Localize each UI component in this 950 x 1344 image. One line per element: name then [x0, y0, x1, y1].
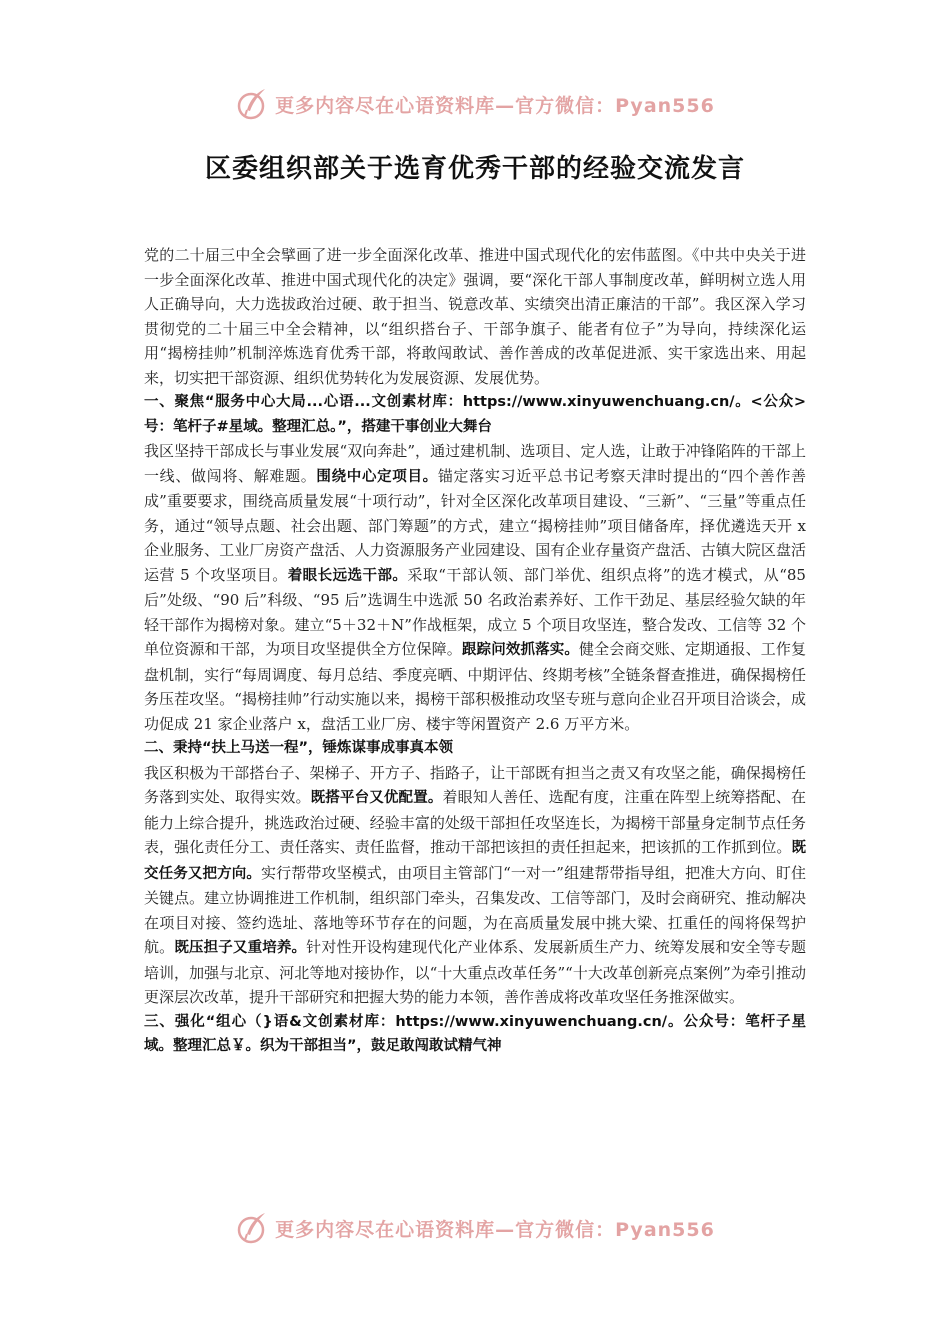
banner-text: 更多内容尽在心语资料库—官方微信：Pyan556	[275, 1218, 715, 1241]
section-2-text-1: 着眼知人善任、选配有度，注重在阵型上统筹搭配、在能力上综合提升，挑选政治过硬、经验丰富的处级干部担任攻坚连长，为揭榜干部量身定制节点任务表，强化责任分工、责任落实、责任监督，推动干部把该担的责任担起来，把该抓的工作抓到位。	[144, 788, 806, 856]
section-2-text-2: 实行帮带攻坚模式，由项目主管部门“一对一”组建帮带指导组，把准大方向、盯住关键点。建立协调推进工作机制，组织部门牵头，召集发改、工信等部门，及时会商研究、推动解决在项目对接、签约选址、落地等环节存在的问题，为在高质量发展中挑大梁、扛重任的闯将保驾护航。	[144, 863, 806, 956]
quill-logo-icon	[235, 1210, 271, 1246]
intro-paragraph: 党的二十届三中全会擘画了进一步全面深化改革、推进中国式现代化的宏伟蓝图。《中共中央关于进一步全面深化改革、推进中国式现代化的决定》强调，要“深化干部人事制度改革，鲜明树立选人用人正确导向，大力选拔政治过硬、敢于担当、锐意改革、实绩突出清正廉洁的干部”。我区深入学习贯彻党的二十届三中全会精神，以“组织搭台子、干部争旗子、能者有位子”为导向，持续深化运用“揭榜挂帅”机制淬炼选育优秀干部，将敢闯敢试、善作善成的改革促进派、实干家选出来、用起来，切实把干部资源、组织优势转化为发展资源、发展优势。	[144, 246, 806, 387]
document-body	[144, 243, 806, 1059]
section-1-text-1: 锚定落实习近平总书记考察天津时提出的“四个善作善成”重要要求，围绕高质量发展“十项行动”，针对全区深化改革项目建设、“三新”、“三量”等重点任务，通过“领导点题、社会出题、部门筹题”的方式，建立“揭榜挂帅”项目储备库，择优遴选天开 x 企业服务、工业厂房资产盘活、人力资源服务产业园建设、国有企业存量资产盘活、古镇大院区盘活运营 5 个攻坚项目。	[144, 466, 807, 584]
section-2-heading: 二、秉持“扶上马送一程”，锤炼谋事成事真本领	[144, 740, 454, 756]
section-1-text-2: 采取“干部认领、部门举优、组织点将”的选才模式，从“85 后”处级、“90 后”科级、“95 后”选调生中选派 50 名政治素养好、工作干劲足、基层经验欠缺的年轻干部作为揭榜对象。建立“5＋32＋N”作战框架，成立 5 个项目攻坚连，整合发改、工信等 32 个单位资源和干部，为项目攻坚提供全方位保障。	[144, 565, 806, 658]
section-3-heading: 三、强化“组心（}语&文创素材库：https://www.xinyuwenchuang.cn/。公众号：笔杆子星域。整理汇总￥。织为干部担当”，鼓足敢闯敢试精气神	[144, 1013, 806, 1054]
section-1-heading: 一、聚焦“服务中心大局...心语...文创素材库：https://www.xinyuwenchuang.cn/。<公众>号：笔杆子#星域。整理汇总。”，搭建干事创业大舞台	[144, 394, 806, 435]
section-1-paragraph	[144, 439, 806, 736]
section-1-lead: 我区坚持干部成长与事业发展“双向奔赴”，通过建机制、选项目、定人选，让敢于冲锋陷阵的干部上一线、做闯将、解难题。	[144, 442, 806, 485]
section-1-bold-2: 着眼长远选干部。	[287, 567, 408, 584]
quill-logo-icon	[235, 86, 271, 122]
section-2-lead: 我区积极为干部搭台子、架梯子、开方子、指路子，让干部既有担当之责又有攻坚之能，确保揭榜任务落到实处、取得实效。	[144, 763, 806, 806]
section-1-bold-3: 跟踪问效抓落实。	[461, 642, 580, 658]
section-2-bold-1: 既搭平台又优配置。	[310, 790, 443, 806]
section-2-bold-2: 既交任务又把方向。	[144, 840, 806, 882]
banner-text: 更多内容尽在心语资料库—官方微信：Pyan556	[275, 94, 715, 117]
section-2-text-3: 针对性开设构建现代化产业体系、发展新质生产力、统筹发展和安全等专题培训，加强与北京、河北等地对接协作，以“十大重点改革任务”“十大改革创新亮点案例”为牵引推动更深层次改革，提升干部研究和把握大势的能力本领，善作善成将改革攻坚任务推深做实。	[144, 938, 806, 1006]
footer-banner	[0, 1208, 950, 1248]
section-1-text-3: 健全会商交账、定期通报、工作复盘机制，实行“每周调度、每月总结、季度亮晒、中期评估、终期考核”全链条督查推进，确保揭榜任务压茬攻坚。“揭榜挂帅”行动实施以来，揭榜干部积极推动攻坚专班与意向企业召开项目洽谈会，成功促成 21 家企业落户 x，盘活工业厂房、楼宇等闲置资产 2.6 万平方米。	[144, 640, 806, 733]
header-banner	[0, 84, 950, 124]
section-1-bold-1: 围绕中心定项目。	[316, 468, 438, 485]
document-title: 区委组织部关于选育优秀干部的经验交流发言	[204, 154, 745, 184]
section-2-bold-3: 既压担子又重培养。	[174, 940, 307, 956]
section-2-paragraph	[144, 761, 806, 1010]
